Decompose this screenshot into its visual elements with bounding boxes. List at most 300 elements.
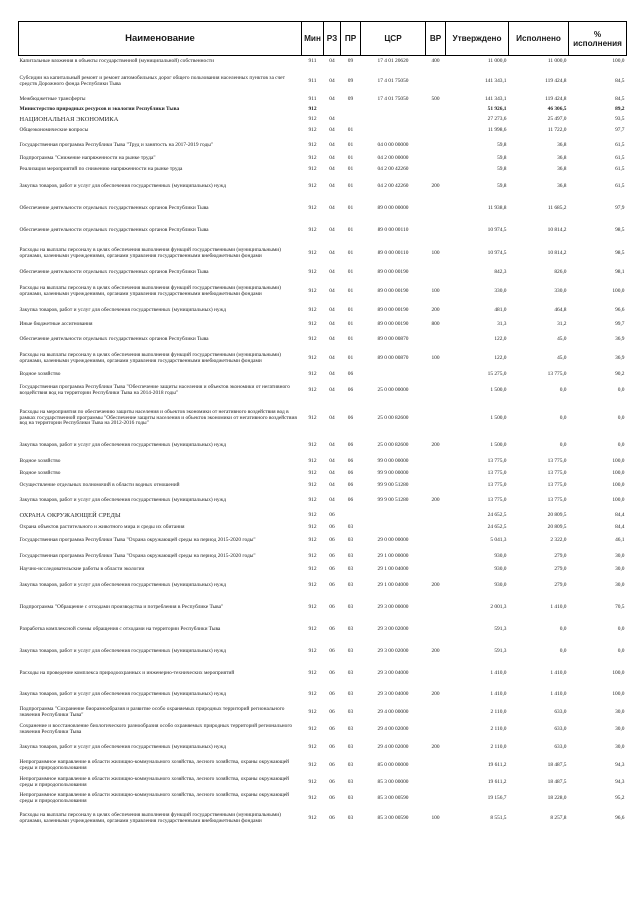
cell-csr <box>361 510 426 523</box>
cell-rz: 06 <box>329 761 335 768</box>
cell-vr <box>426 220 446 242</box>
cell-vr <box>426 549 446 565</box>
cell-rz: 04 <box>329 141 335 148</box>
cell-percent: 30,0 <box>615 581 625 588</box>
cell-executed: 13 775,0 <box>547 469 567 476</box>
cell-csr: 04 2 00 00000 <box>377 154 409 161</box>
cell-name: Министерство природных ресурсов и экологии Республики Тыва <box>19 105 180 112</box>
cell-pr: 03 <box>347 565 354 572</box>
cell-csr: 29 4 00 00000 <box>377 708 409 715</box>
cell-approved: 59,8 <box>497 182 507 189</box>
cell-vr <box>426 380 446 402</box>
cell-csr: 29 0 00 00000 <box>377 536 409 543</box>
cell-percent: 100,0 <box>612 690 625 697</box>
cell-name: Общеэкономические вопросы <box>19 127 89 134</box>
cell-vr: 200 <box>431 581 440 588</box>
cell-approved: 24 652,5 <box>487 512 507 519</box>
table-row <box>19 565 627 575</box>
cell-percent: 96,6 <box>615 307 625 314</box>
cell-vr <box>426 370 446 380</box>
cell-name: Расходы на проведение комплекса природоохранных и инженерно-технических мероприятий <box>19 669 235 676</box>
cell-name: Разработка комплексной схемы обращения с отходами на территории Республики Тыва <box>19 625 221 632</box>
cell-name: Закупка товаров, работ и услуг для обеспечения государственных (муниципальных) нужд <box>19 743 227 750</box>
cell-executed: 31,2 <box>557 321 567 328</box>
cell-approved: 2 110,0 <box>490 725 507 732</box>
cell-csr: 29 1 00 00000 <box>377 552 409 559</box>
cell-min: 912 <box>308 690 317 697</box>
cell-csr: 17 4 01 20620 <box>377 58 409 65</box>
cell-min: 912 <box>308 250 317 257</box>
cell-pr: 09 <box>347 58 354 65</box>
cell-name: Сохранение и восстановление биологического разнообразия особо охраняемых природных территорий регионального значения Республики Тыва <box>19 722 293 735</box>
cell-csr: 89 0 00 00110 <box>377 226 409 233</box>
cell-executed: 464,8 <box>554 307 567 314</box>
cell-percent: 61,5 <box>615 141 625 148</box>
cell-rz: 06 <box>329 536 335 543</box>
cell-name: Подпрограмма "Снижение напряженности на рынке труда" <box>19 154 156 161</box>
cell-executed: 633,0 <box>554 725 567 732</box>
cell-csr: 89 0 00 00190 <box>377 269 409 276</box>
table-row <box>19 280 627 305</box>
cell-rz: 06 <box>329 690 335 697</box>
cell-executed: 36,8 <box>557 154 567 161</box>
cell-percent: 30,0 <box>615 743 625 750</box>
cell-rz: 06 <box>329 669 335 676</box>
cell-rz: 04 <box>329 269 335 276</box>
cell-executed: 633,0 <box>554 708 567 715</box>
cell-pr: 01 <box>347 288 354 295</box>
cell-percent: 0,0 <box>617 386 625 393</box>
cell-pr: 03 <box>347 690 354 697</box>
cell-vr <box>426 468 446 480</box>
cell-min: 911 <box>308 95 317 102</box>
cell-percent: 84,5 <box>615 95 625 102</box>
cell-approved: 930,0 <box>494 581 507 588</box>
cell-executed: 330,0 <box>554 288 567 295</box>
cell-name: Водное хозяйство <box>19 469 61 476</box>
cell-csr: 17 4 01 75050 <box>377 95 409 102</box>
header-pr: ПР <box>341 22 361 56</box>
cell-csr: 89 0 00 00000 <box>377 204 409 211</box>
cell-name: Капитальные вложения в объекты государственной (муниципальной) собственности <box>19 58 214 65</box>
cell-vr: 200 <box>431 647 440 654</box>
cell-executed: 1 410,0 <box>550 669 567 676</box>
cell-executed: 1 410,0 <box>550 603 567 610</box>
cell-approved: 2 110,0 <box>490 743 507 750</box>
cell-min: 912 <box>308 269 317 276</box>
cell-min: 912 <box>308 165 317 172</box>
table-row <box>19 757 627 775</box>
cell-rz: 04 <box>329 370 335 377</box>
table-row <box>19 456 627 468</box>
table-body <box>19 56 627 831</box>
cell-name: Закупка товаров, работ и услуг для обеспечения государственных (муниципальных) нужд <box>19 441 227 448</box>
table-row <box>19 370 627 380</box>
cell-approved: 27 273,6 <box>487 115 507 122</box>
cell-executed: 11 000,0 <box>547 58 567 65</box>
cell-vr <box>426 138 446 154</box>
cell-vr <box>426 402 446 436</box>
table-row <box>19 523 627 533</box>
cell-percent: 70,5 <box>615 603 625 610</box>
cell-csr: 89 0 00 00110 <box>377 250 409 257</box>
table-row <box>19 739 627 757</box>
cell-vr <box>426 105 446 115</box>
cell-approved: 1 410,0 <box>490 669 507 676</box>
cell-name: Закупка товаров, работ и услуг для обеспечения государственных (муниципальных) нужд <box>19 647 227 654</box>
cell-name: Иные бюджетные ассигнования <box>19 321 93 328</box>
cell-percent: 95,2 <box>615 794 625 801</box>
cell-executed: 0,0 <box>559 441 567 448</box>
cell-csr: 89 0 00 00190 <box>377 307 409 314</box>
cell-pr: 06 <box>347 481 354 488</box>
cell-pr: 06 <box>347 441 354 448</box>
cell-vr: 100 <box>431 288 440 295</box>
cell-csr: 85 0 00 00000 <box>377 761 409 768</box>
cell-vr: 200 <box>431 743 440 750</box>
cell-name: Расходы на выплаты персоналу в целях обеспечения выполнения функций государственными (муниципальными) органами, казенными учреждениями, органами управления государственными внебюджетными фондами <box>19 285 281 297</box>
table-row <box>19 510 627 523</box>
cell-vr: 500 <box>431 95 440 102</box>
cell-pr: 06 <box>347 496 354 503</box>
budget-execution-table <box>18 21 627 831</box>
cell-approved: 24 652,5 <box>487 523 507 530</box>
header-row <box>19 22 627 56</box>
cell-percent: 61,5 <box>615 182 625 189</box>
cell-pr: 06 <box>347 414 354 421</box>
cell-min: 912 <box>308 761 317 768</box>
cell-name: Субсидии на капитальный ремонт и ремонт автомобильных дорог общего пользования населенных пунктов за счет средств Дорожного фонда Республики Тыва <box>19 74 285 87</box>
cell-approved: 330,0 <box>494 288 507 295</box>
cell-csr: 29 4 00 02000 <box>377 725 409 732</box>
cell-min: 912 <box>308 441 317 448</box>
cell-min: 912 <box>308 321 317 328</box>
cell-min: 912 <box>308 708 317 715</box>
cell-approved: 19 611,2 <box>487 778 507 785</box>
cell-name: Государственная программа Республики Тыва "Обеспечение защиты населения и объектов экономики от негативного воздействия вод на территории Республики Тыва на 2014-2018 годы" <box>19 383 290 396</box>
cell-min: 912 <box>308 647 317 654</box>
header-percent <box>569 22 627 56</box>
cell-percent: 94,3 <box>615 778 625 785</box>
cell-vr <box>426 480 446 492</box>
header-vr: ВР <box>426 22 446 56</box>
table-row <box>19 318 627 333</box>
cell-executed: 13 775,0 <box>547 481 567 488</box>
cell-vr: 200 <box>431 441 440 448</box>
cell-vr <box>426 456 446 468</box>
table-row <box>19 807 627 831</box>
cell-min: 912 <box>308 552 317 559</box>
cell-executed: 13 775,0 <box>547 370 567 377</box>
table-header <box>19 22 627 56</box>
cell-rz: 04 <box>329 127 335 134</box>
cell-percent: 36,9 <box>615 336 625 343</box>
cell-csr: 04 2 00 42260 <box>377 165 409 172</box>
cell-rz: 04 <box>329 58 335 65</box>
cell-vr <box>426 510 446 523</box>
cell-pr: 01 <box>347 354 354 361</box>
table-row <box>19 115 627 125</box>
cell-approved: 591,3 <box>494 647 507 654</box>
cell-approved: 11 998,6 <box>487 127 507 134</box>
header-executed: Исполнено <box>509 22 569 56</box>
cell-vr <box>426 333 446 348</box>
cell-pr: 03 <box>347 552 354 559</box>
cell-vr: 100 <box>431 814 440 821</box>
cell-approved: 842,3 <box>494 269 507 276</box>
cell-name: ОХРАНА ОКРУЖАЮЩЕЙ СРЕДЫ <box>19 512 121 520</box>
cell-rz: 04 <box>329 321 335 328</box>
cell-name: Межбюджетные трансферты <box>19 95 86 102</box>
cell-approved: 59,8 <box>497 154 507 161</box>
cell-name: Обеспечение деятельности отдельных государственных органов Республики Тыва <box>19 204 209 211</box>
cell-approved: 1 500,0 <box>490 414 507 421</box>
cell-name: Закупка товаров, работ и услуг для обеспечения государственных (муниципальных) нужд <box>19 182 227 189</box>
cell-approved: 13 775,0 <box>487 457 507 464</box>
cell-approved: 31,3 <box>497 321 507 328</box>
cell-percent: 98,5 <box>615 250 625 257</box>
cell-approved: 11 000,0 <box>487 58 507 65</box>
cell-name: Водное хозяйство <box>19 370 61 377</box>
cell-min: 912 <box>308 603 317 610</box>
cell-vr <box>426 154 446 164</box>
header-percent-word: исполнения <box>573 38 622 48</box>
cell-csr: 04 2 00 42260 <box>377 182 409 189</box>
cell-percent: 100,0 <box>612 457 625 464</box>
table-row <box>19 242 627 267</box>
cell-csr <box>361 370 426 380</box>
cell-min: 912 <box>308 778 317 785</box>
cell-approved: 122,0 <box>494 336 507 343</box>
cell-pr: 01 <box>347 226 354 233</box>
table-row <box>19 138 627 154</box>
cell-min: 912 <box>308 512 317 519</box>
table-row <box>19 105 627 115</box>
cell-rz: 04 <box>329 250 335 257</box>
cell-percent: 46,1 <box>615 536 625 543</box>
cell-name: Государственная программа Республики Тыва "Охрана окружающей среды на период 2015-2020 годы" <box>19 536 256 543</box>
cell-approved: 51 926,1 <box>487 105 507 112</box>
cell-csr: 25 0 00 82600 <box>377 414 409 421</box>
table-row <box>19 69 627 95</box>
cell-vr <box>426 533 446 549</box>
cell-rz: 04 <box>329 288 335 295</box>
cell-percent: 98,5 <box>615 226 625 233</box>
table-row <box>19 267 627 280</box>
cell-percent: 98,1 <box>615 269 625 276</box>
cell-rz: 06 <box>329 814 335 821</box>
cell-min: 912 <box>308 141 317 148</box>
cell-percent: 100,0 <box>612 288 625 295</box>
cell-min: 912 <box>308 794 317 801</box>
cell-min: 912 <box>308 523 317 530</box>
cell-vr <box>426 757 446 775</box>
cell-executed: 279,0 <box>554 581 567 588</box>
cell-csr: 85 3 00 00590 <box>377 814 409 821</box>
cell-rz: 04 <box>329 414 335 421</box>
cell-vr <box>426 565 446 575</box>
cell-csr: 99 9 00 51280 <box>377 496 409 503</box>
cell-executed: 0,0 <box>559 625 567 632</box>
cell-pr: 01 <box>347 154 354 161</box>
cell-pr: 01 <box>347 141 354 148</box>
cell-executed: 45,0 <box>557 354 567 361</box>
cell-rz: 06 <box>329 625 335 632</box>
cell-vr <box>426 69 446 95</box>
cell-pr: 03 <box>347 778 354 785</box>
cell-percent: 84,5 <box>615 77 625 84</box>
cell-rz: 04 <box>329 336 335 343</box>
table-row <box>19 791 627 807</box>
cell-name: Государственная программа Республики Тыва "Труд и занятость на 2017-2019 годы" <box>19 141 214 148</box>
cell-executed: 13 775,0 <box>547 496 567 503</box>
cell-min: 912 <box>308 536 317 543</box>
cell-percent: 0,0 <box>617 441 625 448</box>
cell-percent: 30,0 <box>615 552 625 559</box>
cell-rz <box>324 105 341 115</box>
cell-name: Непрограммное направление в области жилищно-коммунального хозяйства, лесного хозяйства, охраны окружающей среды и природопользования <box>19 758 290 771</box>
table-row <box>19 480 627 492</box>
cell-name: Обеспечение деятельности отдельных государственных органов Республики Тыва <box>19 269 209 276</box>
cell-name: Реализация мероприятий по снижению напряженности на рынке труда <box>19 165 183 172</box>
cell-pr: 03 <box>347 725 354 732</box>
cell-name: Закупка товаров, работ и услуг для обеспечения государственных (муниципальных) нужд <box>19 307 227 314</box>
cell-vr <box>426 523 446 533</box>
cell-name: Охрана объектов растительного и животного мира и среды их обитания <box>19 523 185 530</box>
cell-csr: 29 3 00 04000 <box>377 669 409 676</box>
header-percent-sign: % <box>593 29 602 39</box>
table-row <box>19 164 627 176</box>
cell-pr: 01 <box>347 269 354 276</box>
cell-min: 912 <box>308 386 317 393</box>
cell-vr <box>426 597 446 619</box>
cell-executed: 25 497,0 <box>547 115 567 122</box>
cell-csr: 29 3 00 02000 <box>377 625 409 632</box>
cell-name: Расходы на мероприятия по обеспечению защиты населения и объектов экономики от негативного воздействия вод в рамках государственной программы "Обеспечение защиты населения и объектов экономики от негативного воздействия вод на территории Республики Тыва на 2012-2016 годы" <box>19 408 297 427</box>
cell-executed: 11 685,2 <box>547 204 567 211</box>
cell-approved: 19 156,7 <box>487 794 507 801</box>
cell-percent: 96,6 <box>615 814 625 821</box>
cell-min: 912 <box>308 414 317 421</box>
cell-executed: 11 722,0 <box>547 127 567 134</box>
cell-min: 912 <box>308 481 317 488</box>
cell-min: 912 <box>308 469 317 476</box>
table-row <box>19 402 627 436</box>
cell-executed: 18 228,0 <box>547 794 567 801</box>
cell-rz: 04 <box>329 95 335 102</box>
cell-pr: 03 <box>347 743 354 750</box>
table-row <box>19 176 627 198</box>
table-row <box>19 549 627 565</box>
cell-approved: 11 938,8 <box>487 204 507 211</box>
cell-min: 912 <box>308 288 317 295</box>
cell-name: Расходы на выплаты персоналу в целях обеспечения выполнения функций государственными (муниципальными) органами, казенными учреждениями, органами управления государственными внебюджетными фондами <box>19 811 281 824</box>
cell-rz: 06 <box>329 647 335 654</box>
cell-min: 912 <box>308 581 317 588</box>
cell-approved: 1 410,0 <box>490 690 507 697</box>
cell-csr: 99 0 00 00000 <box>377 457 409 464</box>
header-approved: Утверждено <box>446 22 509 56</box>
cell-name: Подпрограмма "Обращение с отходами производства и потребления в Республике Тыва" <box>19 603 224 610</box>
cell-executed: 2 322,0 <box>550 536 567 543</box>
cell-vr: 100 <box>431 354 440 361</box>
table-row <box>19 775 627 791</box>
cell-pr: 03 <box>347 647 354 654</box>
cell-approved: 10 974,5 <box>487 250 507 257</box>
cell-executed: 18 487,5 <box>547 761 567 768</box>
cell-csr <box>361 125 426 138</box>
cell-name: НАЦИОНАЛЬНАЯ ЭКОНОМИКА <box>19 115 119 123</box>
cell-approved: 13 775,0 <box>487 496 507 503</box>
cell-approved: 141 343,1 <box>484 77 507 84</box>
cell-executed: 20 809,5 <box>547 512 567 519</box>
table-row <box>19 380 627 402</box>
cell-rz: 04 <box>329 165 335 172</box>
cell-name: Подпрограмма "Сохранение биоразнообразия и развитие особо охраняемых природных территорий регионального значения Республики Тыва" <box>19 705 285 718</box>
cell-rz: 04 <box>329 115 335 122</box>
cell-pr: 03 <box>347 603 354 610</box>
cell-pr: 03 <box>347 708 354 715</box>
cell-min: 912 <box>308 127 317 134</box>
cell-percent: 90,2 <box>615 370 625 377</box>
cell-csr: 29 1 00 04000 <box>377 565 409 572</box>
cell-rz: 04 <box>329 226 335 233</box>
cell-min: 912 <box>308 115 317 122</box>
cell-percent: 61,5 <box>615 165 625 172</box>
cell-executed: 45,0 <box>557 336 567 343</box>
cell-min: 912 <box>308 370 317 377</box>
cell-csr: 89 0 00 00870 <box>377 354 409 361</box>
cell-percent: 100,0 <box>612 669 625 676</box>
table-row <box>19 533 627 549</box>
cell-executed: 279,0 <box>554 565 567 572</box>
cell-executed: 279,0 <box>554 552 567 559</box>
cell-rz: 06 <box>329 743 335 750</box>
cell-approved: 481,0 <box>494 307 507 314</box>
cell-percent: 97,9 <box>615 204 625 211</box>
cell-pr: 01 <box>347 165 354 172</box>
table-row <box>19 56 627 69</box>
cell-csr: 17 4 01 75050 <box>377 77 409 84</box>
cell-executed: 826,0 <box>554 269 567 276</box>
cell-pr: 03 <box>347 625 354 632</box>
cell-percent: 0,0 <box>617 625 625 632</box>
cell-executed: 119 424,8 <box>545 95 567 102</box>
cell-csr <box>361 523 426 533</box>
cell-pr: 01 <box>347 250 354 257</box>
cell-executed: 0,0 <box>559 414 567 421</box>
cell-executed: 10 814,2 <box>547 226 567 233</box>
cell-executed: 0,0 <box>559 647 567 654</box>
cell-executed: 36,8 <box>557 182 567 189</box>
cell-executed: 18 487,5 <box>547 778 567 785</box>
cell-csr: 29 4 00 02000 <box>377 743 409 750</box>
cell-rz: 04 <box>329 182 335 189</box>
cell-percent: 0,0 <box>617 647 625 654</box>
cell-name: Осуществление отдельных полномочий в области водных отношений <box>19 481 180 488</box>
cell-csr: 29 3 00 02000 <box>377 647 409 654</box>
header-rz: РЗ <box>324 22 341 56</box>
cell-executed: 36,8 <box>557 141 567 148</box>
cell-pr: 06 <box>347 370 354 377</box>
cell-executed: 10 814,2 <box>547 250 567 257</box>
cell-pr: 03 <box>347 669 354 676</box>
cell-pr: 01 <box>347 307 354 314</box>
header-csr: ЦСР <box>361 22 426 56</box>
cell-approved: 59,8 <box>497 165 507 172</box>
cell-executed: 0,0 <box>559 386 567 393</box>
table-row <box>19 492 627 510</box>
